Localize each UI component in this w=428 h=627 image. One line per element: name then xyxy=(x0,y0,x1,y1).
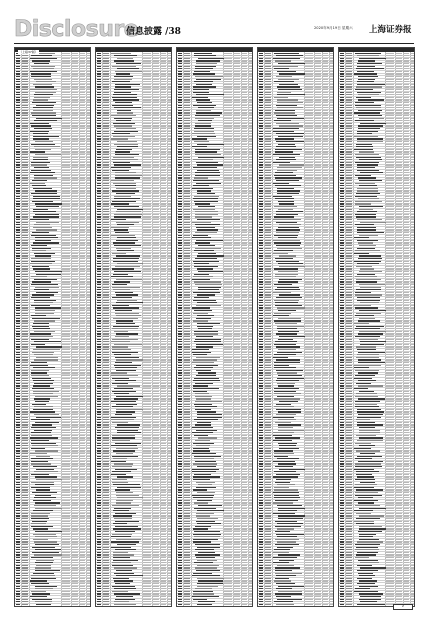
table-row xyxy=(15,603,90,607)
table-column xyxy=(14,47,91,607)
table-cell xyxy=(168,604,172,605)
table-cell xyxy=(62,604,70,605)
table-cell xyxy=(161,604,166,605)
table-cell xyxy=(72,604,78,605)
table-cell xyxy=(36,604,51,605)
issue-date: 2020年9月19日 星期六 xyxy=(314,26,353,30)
table-cell xyxy=(16,604,20,605)
table-cell xyxy=(153,604,159,605)
table-cell xyxy=(87,604,91,605)
table-column xyxy=(95,47,172,607)
masthead xyxy=(14,18,414,44)
section-title: 信息披露 /38 xyxy=(126,27,181,37)
table-row xyxy=(96,603,171,607)
table-cell xyxy=(97,604,101,605)
table-cell xyxy=(22,604,28,605)
brand-logo: Disclosure xyxy=(14,17,139,42)
table-cell xyxy=(114,604,136,605)
table-column xyxy=(176,47,253,607)
table-cell xyxy=(143,604,151,605)
top-rule xyxy=(14,43,414,44)
table-cell xyxy=(103,604,109,605)
table-cell xyxy=(80,604,85,605)
paper-name: 上海证券报 xyxy=(369,25,412,35)
